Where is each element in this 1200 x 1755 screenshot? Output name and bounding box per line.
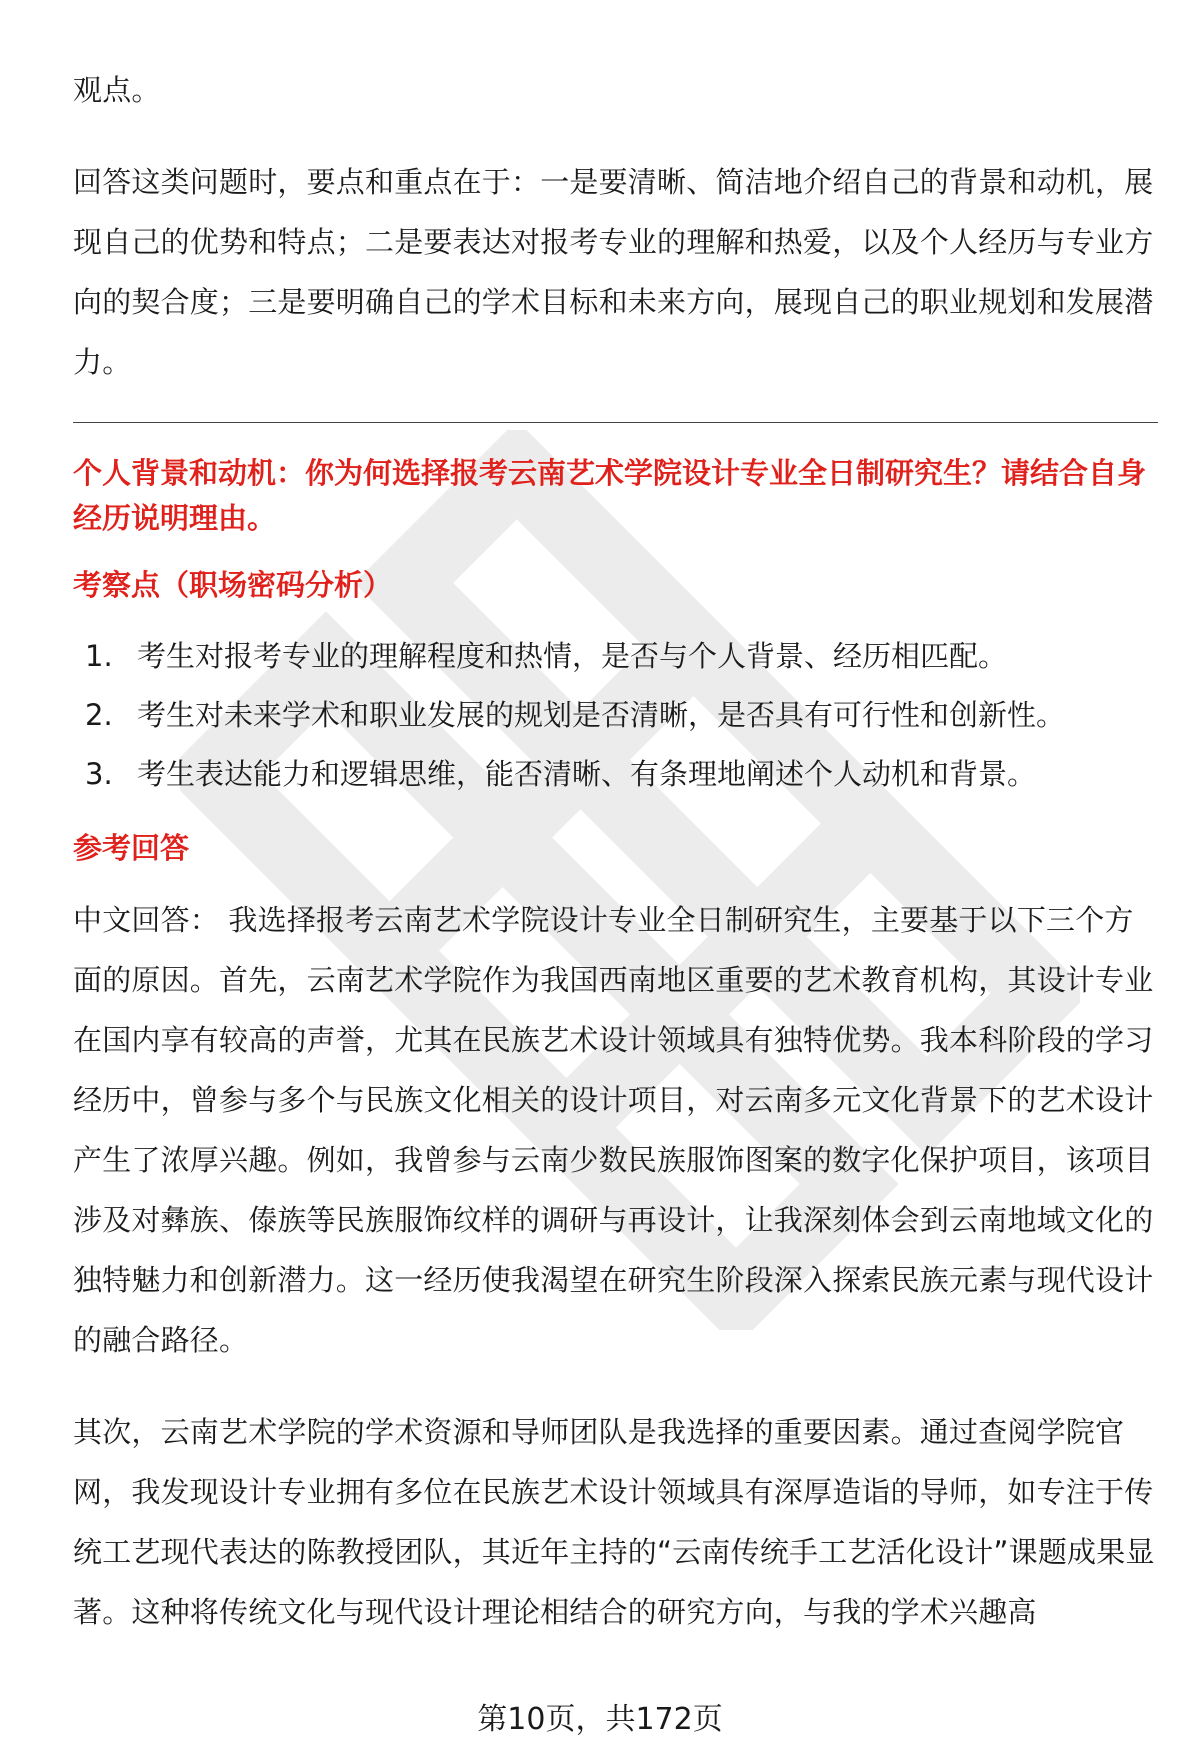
list-item-text: 考生表达能力和逻辑思维，能否清晰、有条理地阐述个人动机和背景。 (137, 757, 1037, 791)
intro-tail-text: 观点。 (73, 73, 161, 107)
list-item-text: 考生对未来学术和职业发展的规划是否清晰，是否具有可行性和创新性。 (137, 698, 1066, 732)
list-item (73, 627, 1158, 686)
reference-paragraph-1: 中文回答： 我选择报考云南艺术学院设计专业全日制研究生，主要基于以下三个方面的原因。首先，云南艺术学院作为我国西南地区重要的艺术教育机构，其设计专业在国内享有较高的声誉，尤其在民族艺术设计领域具有独特优势。我本科阶段的学习经历中，曾参与多个与民族文化相关的设计项目，对云南多元文化背景下的艺术设计产生了浓厚兴趣。例如，我曾参与云南少数民族服饰图案的数字化保护项目，该项目涉及对彝族、傣族等民族服饰纹样的调研与再设计，让我深刻体会到云南地域文化的独特魅力和创新潜力。这一经历使我渴望在研究生阶段深入探索民族元素与现代设计的融合路径。 (73, 903, 1154, 1357)
reference-heading: 参考回答 (73, 831, 190, 865)
answer-tips-text: 回答这类问题时，要点和重点在于：一是要清晰、简洁地介绍自己的背景和动机，展现自己的优势和特点；二是要表达对报考专业的理解和热爱，以及个人经历与专业方向的契合度；三是要明确自己的学术目标和未来方向，展现自己的职业规划和发展潜力。 (73, 165, 1154, 379)
list-item-text: 考生对报考专业的理解程度和热情，是否与个人背景、经历相匹配。 (137, 639, 1008, 673)
section-divider (73, 422, 1158, 423)
list-item-number: 2. (85, 698, 113, 732)
page-number-footer: 第10页，共172页 (477, 1702, 723, 1737)
assessment-points-list (73, 627, 1158, 804)
page-content (73, 60, 1158, 1642)
list-item-number: 3. (85, 757, 113, 791)
reference-paragraph-2: 其次，云南艺术学院的学术资源和导师团队是我选择的重要因素。通过查阅学院官网，我发现设计专业拥有多位在民族艺术设计领域具有深厚造诣的导师，如专注于传统工艺现代表达的陈教授团队，其近年主持的“云南传统手工艺活化设计”课题成果显著。这种将传统文化与现代设计理论相结合的研究方向，与我的学术兴趣高 (73, 1415, 1155, 1629)
list-item (73, 686, 1158, 745)
question-title: 个人背景和动机：你为何选择报考云南艺术学院设计专业全日制研究生？请结合自身经历说明理由。 (73, 456, 1147, 535)
assessment-heading: 考察点（职场密码分析） (73, 568, 393, 602)
list-item-number: 1. (85, 639, 113, 673)
list-item (73, 745, 1158, 804)
